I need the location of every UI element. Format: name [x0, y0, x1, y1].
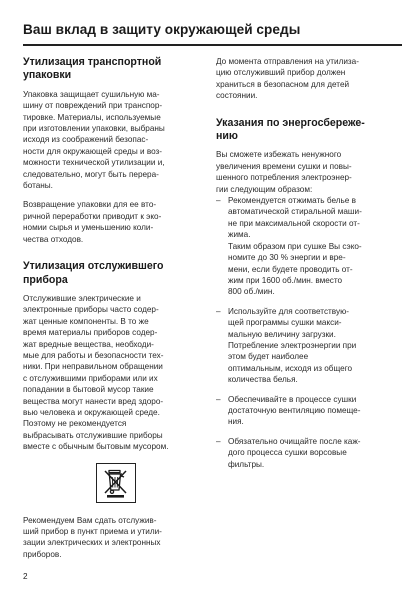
page-title: Ваш вклад в защиту окружающей среды [23, 22, 301, 37]
old-device-paragraph-2: Рекомендуем Вам сдать отслужив- ший прибор в пункт приема и утили- зации электрических и электронных приборов. [23, 515, 162, 559]
crossed-out-wheelie-bin-icon [101, 467, 131, 499]
energy-intro: Вы сможете избежать ненужного увеличения времени сушки и повы- шенного потребления электроэнер- гии следующим образом: [216, 150, 352, 194]
old-device-heading: Утилизация отслужившего прибора [23, 260, 164, 286]
energy-heading: Указания по энергосбереже- нию [216, 116, 365, 143]
energy-tips-list [216, 195, 402, 470]
old-device-paragraph-1: Отслужившие электрические и электронные приборы часто содер- жат ценные компоненты. В то же время материалы приборов содер- жат вредные вещества, необходи- мые для работы и безопасности тех- ники. При неправильном обращении с отслужившими приборами или их попадании в бытовой мусор такие вещества могут нанести вред здоро- вью человека и окружающей среде. Поэтому не рекомендуется выбрасывать отслужившие приборы вместе с обычным бытовым мусором. [23, 293, 169, 452]
list-item: – Обязательно очищайте после каж- дого процесса сушки ворсовые фильтры. [216, 436, 402, 470]
list-item: – Используйте для соответствую- щей программы сушки макси- мальную величину загрузки. Потребление электроэнергии при этом будет наиболее оптимальным, исходя из общего количества белья. [216, 306, 402, 386]
list-item: – Рекомендуется отжимать белье в автоматической стиральной маши- не при максимальной скорости от- жима. Таким образом при сушке Вы сэко- номите до 30 % энергии и вре- мени, если будете проводить от- жим при 1600 об./мин. вместо 800 об./мин. [216, 195, 402, 298]
storage-paragraph: До момента отправления на утилиза- цию отслуживший прибор должен храниться в безопасном для детей состоянии. [216, 57, 359, 101]
title-divider [23, 44, 402, 46]
page-number: 2 [23, 572, 28, 581]
packaging-paragraph-2: Возвращение упаковки для ее вто- ричной переработки приводит к эко- номии сырья и уменьшению коли- чества отходов. [23, 200, 162, 244]
left-column [23, 56, 207, 560]
weee-symbol-frame [96, 463, 136, 503]
list-item: – Обеспечивайте в процессе сушки достаточную вентиляцию помеще- ния. [216, 394, 402, 428]
packaging-paragraph-1: Упаковка защищает сушильную ма- шину от повреждений при транспор- тировке. Материалы, используемые при изготовлении упаковки, выбраны исходя из соображений безопас- ности для окружающей среды и воз- можности технической утилизации и, следовательно, могут быть перера- ботаны. [23, 89, 165, 191]
right-column [216, 56, 402, 470]
packaging-heading: Утилизация транспортной упаковки [23, 56, 162, 82]
